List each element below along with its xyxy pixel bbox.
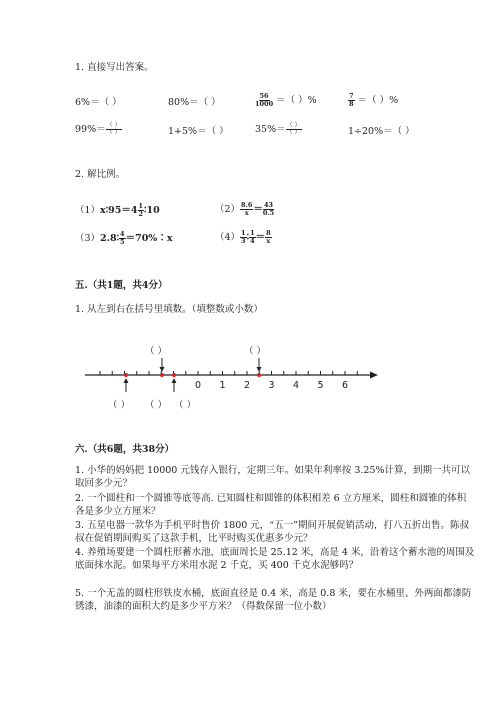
calc-item-1: 6%＝（ ）: [75, 97, 122, 108]
word-problem-5: 5. 一个无盖的圆柱形铁皮水桶，底面直径是 0.4 米，高是 0.8 米，要在水桶里、外两面都漆防锈漆，油漆的面积大约是多少平方米？（得数保留一位小数）: [75, 588, 472, 613]
fraction: $\frac{56}{1000}$: [255, 92, 274, 108]
tick-label: 3: [268, 380, 275, 391]
section2-title: 2. 解比例。: [75, 169, 126, 180]
red-point: [257, 373, 261, 377]
down-arrow-icon: [160, 367, 165, 372]
proportion-4: （4） $\frac{1}{3}$ ∶ $\frac{1}{4}$ ＝ $\frac{8}{x}$: [215, 229, 271, 245]
arrow-head-icon: [370, 372, 378, 379]
proportion-2: （2） $\frac{8.6}{x}$ ＝ $\frac{43}{0.5}$: [215, 201, 275, 217]
section1-title: 1. 直接写出答案。: [75, 62, 154, 73]
up-arrow-icon: [172, 378, 177, 383]
calc-item-3: $\frac{56}{1000}$ ＝（ ）%: [255, 92, 317, 108]
tick-labels: [195, 380, 348, 391]
fraction: $\frac{1}{2}$: [138, 202, 144, 218]
tick-label: 2: [243, 380, 251, 391]
calc-item-6: 1+5%＝（ ）: [168, 126, 229, 137]
fraction: $\frac{8}{x}$: [266, 229, 271, 245]
down-arrow-icon: [257, 367, 262, 372]
blank-top-1: （ ）: [145, 346, 168, 357]
fraction: $\frac{43}{0.5}$: [262, 201, 275, 217]
tick-label: 5: [317, 380, 324, 391]
red-point: [124, 373, 128, 377]
proportion-1: （1）x∶95＝4 $\frac{1}{2}$ ∶10: [75, 202, 160, 218]
blank-bottom-2: （ ）: [145, 400, 168, 411]
red-point: [172, 373, 176, 377]
fraction: $\frac{8.6}{x}$: [241, 201, 253, 217]
calc-item-8: 1÷20%＝（ ）: [348, 126, 415, 137]
calc-item-5: 99%＝ $\frac{( )}{( )}$: [75, 122, 121, 136]
red-point: [160, 373, 164, 377]
tick-label: 6: [341, 380, 349, 391]
word-problem-1: 1. 小华的妈妈把 10000 元钱存入银行，定期三年。如果年利率按 3.25%计算，到期一共可以取回多少元？: [75, 465, 471, 490]
fraction: $\frac{4}{5}$: [120, 230, 125, 246]
blank-fraction: $\frac{( )}{( )}$: [106, 122, 121, 136]
word-problem-4: 4. 养殖场要建一个圆柱形蓄水池，底面周长是 25.12 米，高是 4 米，沿着这个蓄水池的周围及底面抹水泥。如果每平方米用水泥 2 千克，买 400 千克水泥够吗？: [75, 547, 475, 572]
blank-fraction: $\frac{( )}{( )}$: [286, 122, 301, 136]
tick-label: 0: [194, 380, 202, 391]
blank-bottom-1: （ ）: [108, 400, 131, 411]
fraction: $\frac{1}{3}$: [241, 229, 246, 245]
minor-ticks: [100, 371, 357, 375]
number-line: [0, 330, 500, 420]
blank-bottom-3: （ ）: [174, 400, 197, 411]
blank-top-2: （ ）: [244, 346, 267, 357]
calc-item-2: 80%＝（ ）: [168, 97, 221, 108]
section5-heading: 五.（共1题，共4分）: [75, 280, 168, 291]
fraction: $\frac{7}{8}$: [349, 92, 354, 108]
proportion-3: （3）2.8∶ $\frac{4}{5}$ ＝70%∶x: [75, 230, 173, 246]
word-problem-3: 3. 五星电器一款华为手机平时售价 1800 元，“五一”期间开展促销活动，打八五折出售。陈叔叔在促销期间购买了这款手机，比平时购买优惠多少元？: [75, 520, 470, 545]
tick-label: 1: [219, 380, 226, 391]
tick-label: 4: [292, 380, 300, 391]
fraction: $\frac{1}{4}$: [250, 229, 255, 245]
calc-item-7: 35%＝ $\frac{( )}{( )}$: [255, 122, 301, 136]
section5-question: 1. 从左到右在括号里填数。（填整数或小数）: [75, 304, 263, 315]
section6-heading: 六.（共6题，共38分）: [75, 444, 175, 455]
calc-item-4: $\frac{7}{8}$ ＝（ ）%: [349, 92, 399, 108]
word-problem-2: 2. 一个圆柱和一个圆锥等底等高. 已知圆柱和圆锥的体积相差 6 立方厘米，圆柱和圆锥的体积各是多少立方厘米？: [75, 493, 467, 518]
up-arrow-icon: [124, 378, 129, 383]
